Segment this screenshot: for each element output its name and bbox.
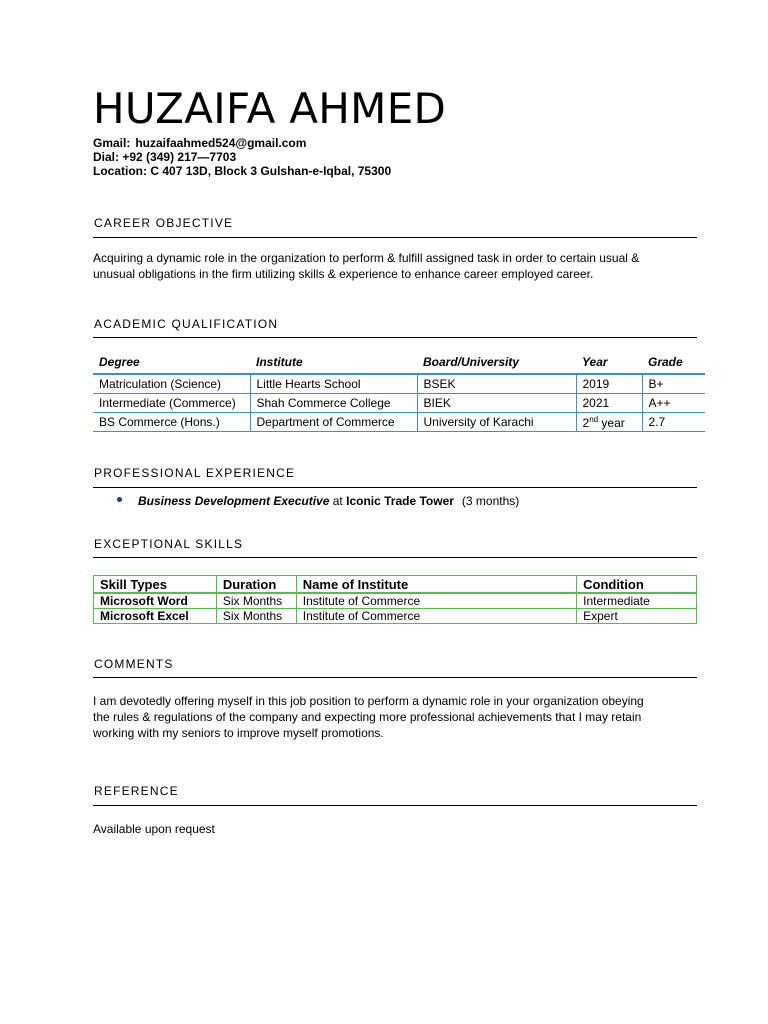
section-divider [93, 487, 697, 488]
section-divider [93, 677, 697, 678]
table-header-row [93, 351, 705, 374]
table-cell: BS Commerce (Hons.) [93, 413, 250, 432]
career-objective-line: Acquiring a dynamic role in the organization to perform & fulfill assigned task in order to certain usual & [93, 251, 640, 265]
column-header: Name of Institute [296, 576, 576, 594]
table-cell: University of Karachi [417, 413, 576, 432]
section-divider [93, 337, 697, 338]
comments-line: working with my seniors to improve myself promotions. [93, 726, 384, 740]
column-header: Year [576, 351, 642, 374]
location-label: Location: [93, 164, 147, 178]
experience-at: at [329, 494, 347, 508]
gmail-label: Gmail: [93, 136, 131, 150]
skills-title: EXCEPTIONAL SKILLS [94, 537, 244, 551]
column-header: Institute [250, 351, 417, 374]
experience-company: Iconic Trade Tower [346, 494, 454, 508]
experience-role: Business Development Executive [138, 494, 330, 508]
table-row [94, 609, 697, 624]
reference-title: REFERENCE [94, 784, 179, 798]
table-cell: B+ [642, 374, 705, 394]
column-header: Grade [642, 351, 705, 374]
section-divider [93, 805, 697, 806]
bullet-icon [117, 497, 122, 502]
experience-item [117, 494, 519, 508]
year-ordinal: nd [589, 414, 599, 424]
dial-value: +92 (349) 217—7703 [122, 150, 237, 164]
comments-text [93, 693, 693, 741]
table-cell: Intermediate [577, 593, 697, 609]
table-row [93, 394, 705, 413]
career-objective-title: CAREER OBJECTIVE [94, 216, 234, 230]
table-cell: Shah Commerce College [250, 394, 417, 413]
table-cell: Six Months [216, 593, 296, 609]
experience-duration: (3 months) [461, 494, 520, 508]
comments-line: the rules & regulations of the company and expecting more professional achievements that I may retain [93, 710, 642, 724]
table-cell: Expert [577, 609, 697, 624]
table-cell: BSEK [417, 374, 576, 394]
academic-table [93, 351, 705, 432]
table-cell: A++ [642, 394, 705, 413]
career-objective-line: unusual obligations in the firm utilizing skills & experience to enhance career employed career. [93, 267, 594, 281]
table-cell: Six Months [216, 609, 296, 624]
contact-block [93, 136, 391, 178]
section-divider [93, 237, 697, 238]
table-cell: 2.7 [642, 413, 705, 432]
gmail-value: huzaifaahmed524@gmail.com [135, 136, 307, 150]
table-cell: Department of Commerce [250, 413, 417, 432]
dial-line [93, 150, 391, 164]
table-row [93, 374, 705, 394]
table-cell [576, 413, 642, 432]
column-header: Degree [93, 351, 250, 374]
comments-line: I am devotedly offering myself in this job position to perform a dynamic role in your organization obeying [93, 694, 644, 708]
column-header: Duration [216, 576, 296, 594]
table-cell: Microsoft Word [94, 593, 217, 609]
year-number: 2 [582, 415, 590, 430]
location-line [93, 164, 391, 178]
candidate-name: HUZAIFA AHMED [93, 84, 447, 133]
dial-label: Dial: [93, 150, 120, 164]
table-cell: Matriculation (Science) [93, 374, 250, 394]
table-row [93, 413, 705, 432]
table-cell: BIEK [417, 394, 576, 413]
table-row [94, 593, 697, 609]
column-header: Skill Types [94, 576, 217, 594]
column-header: Board/University [417, 351, 576, 374]
section-divider [93, 557, 697, 558]
table-cell: 2021 [576, 394, 642, 413]
gmail-line [93, 136, 391, 150]
year-suffix: year [598, 415, 625, 430]
academic-title: ACADEMIC QUALIFICATION [94, 317, 279, 331]
table-cell: Institute of Commerce [296, 593, 576, 609]
column-header: Condition [577, 576, 697, 594]
location-value: C 407 13D, Block 3 Gulshan-e-Iqbal, 75300 [150, 164, 392, 178]
table-cell: Intermediate (Commerce) [93, 394, 250, 413]
table-cell: 2019 [576, 374, 642, 394]
career-objective-text [93, 250, 693, 282]
table-cell: Little Hearts School [250, 374, 417, 394]
table-header-row [94, 576, 697, 594]
comments-title: COMMENTS [94, 657, 174, 671]
skills-table [93, 575, 697, 624]
table-cell: Institute of Commerce [296, 609, 576, 624]
table-cell: Microsoft Excel [94, 609, 217, 624]
reference-text: Available upon request [93, 822, 215, 836]
experience-title: PROFESSIONAL EXPERIENCE [94, 466, 296, 480]
